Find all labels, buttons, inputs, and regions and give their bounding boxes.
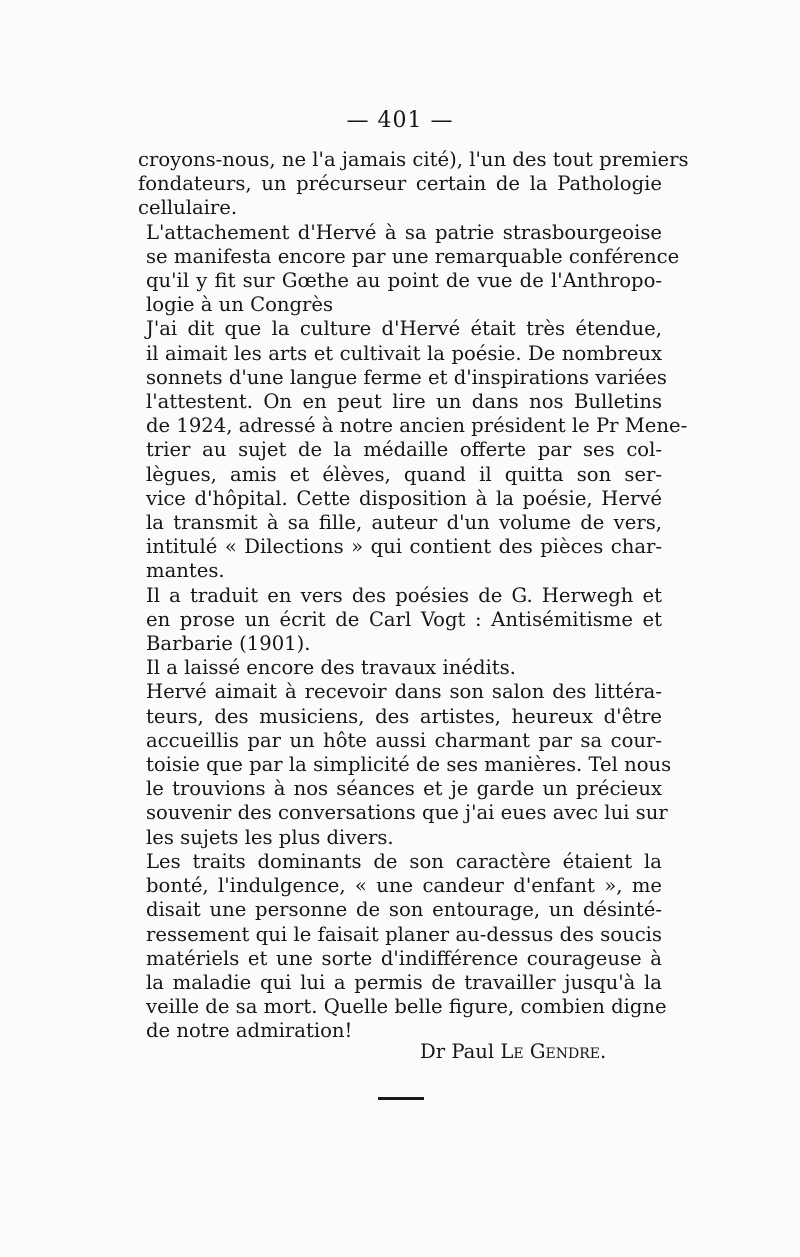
paragraph bbox=[138, 220, 680, 318]
text-line: les sujets les plus divers. bbox=[146, 825, 394, 849]
text-line: croyons-nous, ne l'a jamais cité), l'un des tout premiers bbox=[138, 148, 689, 171]
text-line: teurs, des musiciens, des artistes, heureux d'être bbox=[146, 704, 662, 728]
text-line: fondateurs, un précurseur certain de la Pathologie bbox=[138, 172, 662, 196]
body-text bbox=[138, 148, 689, 1044]
signature-title: Dr bbox=[420, 1040, 446, 1063]
paragraph bbox=[138, 584, 662, 657]
text-line: la maladie qui lui a permis de travailler jusqu'à la bbox=[146, 970, 662, 994]
text-line: en prose un écrit de Carl Vogt : Antisémitisme et bbox=[146, 607, 662, 631]
text-line: la transmit à sa fille, auteur d'un volume de vers, bbox=[146, 511, 662, 535]
text-line: Il a laissé encore des travaux inédits. bbox=[146, 656, 516, 680]
text-line: de 1924, adressé à notre ancien président le Pr Mene- bbox=[146, 414, 688, 438]
author-signature bbox=[420, 1040, 606, 1063]
text-line: toisie que par la simplicité de ses manières. Tel nous bbox=[146, 753, 672, 777]
text-line: Barbarie (1901). bbox=[146, 632, 311, 656]
signature-last-name: Le Gendre. bbox=[500, 1040, 607, 1063]
text-line: le trouvions à nos séances et je garde un précieux bbox=[146, 777, 662, 801]
text-line: de notre admiration! bbox=[146, 1019, 353, 1043]
signature-first-name: Paul bbox=[451, 1040, 495, 1063]
text-line: qu'il y fit sur Gœthe au point de vue de l'Anthropo- bbox=[146, 269, 662, 293]
text-line: cellulaire. bbox=[138, 196, 238, 220]
paragraph bbox=[138, 849, 667, 1044]
text-line: l'attestent. On en peut lire un dans nos Bulletins bbox=[146, 390, 662, 414]
text-line: sonnets d'une langue ferme et d'inspirations variées bbox=[146, 365, 667, 389]
text-line: J'ai dit que la culture d'Hervé était très étendue, bbox=[146, 317, 662, 341]
text-line: bonté, l'indulgence, « une candeur d'enfant », me bbox=[146, 874, 662, 898]
text-line: Il a traduit en vers des poésies de G. Herwegh et bbox=[146, 583, 662, 607]
paragraph bbox=[138, 317, 688, 583]
text-line: veille de sa mort. Quelle belle figure, combien digne bbox=[146, 995, 667, 1019]
closing-rule bbox=[378, 1097, 424, 1100]
text-line: se manifesta encore par une remarquable conférence bbox=[146, 244, 680, 268]
text-line: mantes. bbox=[146, 559, 225, 583]
text-line: il aimait les arts et cultivait la poésie. De nombreux bbox=[146, 341, 662, 365]
text-line: logie à un Congrès bbox=[146, 293, 334, 317]
paragraph bbox=[138, 680, 672, 849]
text-line: intitulé « Dilections » qui contient des pièces char- bbox=[146, 535, 662, 559]
paragraph bbox=[138, 656, 662, 680]
text-line: trier au sujet de la médaille offerte par ses col- bbox=[146, 438, 662, 462]
text-line: ressement qui le faisait planer au-dessus des soucis bbox=[146, 922, 662, 946]
text-line: accueillis par un hôte aussi charmant par sa cour- bbox=[146, 728, 662, 752]
paragraph bbox=[138, 148, 689, 221]
text-line: vice d'hôpital. Cette disposition à la poésie, Hervé bbox=[146, 486, 662, 510]
text-line: souvenir des conversations que j'ai eues avec lui sur bbox=[146, 801, 668, 825]
text-line: L'attachement d'Hervé à sa patrie strasbourgeoise bbox=[146, 220, 662, 244]
text-line: lègues, amis et élèves, quand il quitta son ser- bbox=[146, 462, 662, 486]
text-line: matériels et une sorte d'indifférence courageuse à bbox=[146, 946, 662, 970]
text-line: disait une personne de son entourage, un désinté- bbox=[146, 898, 662, 922]
page-number: — 401 — bbox=[346, 108, 454, 133]
text-line: Hervé aimait à recevoir dans son salon des littéra- bbox=[146, 680, 662, 704]
text-line: Les traits dominants de son caractère étaient la bbox=[146, 849, 662, 873]
